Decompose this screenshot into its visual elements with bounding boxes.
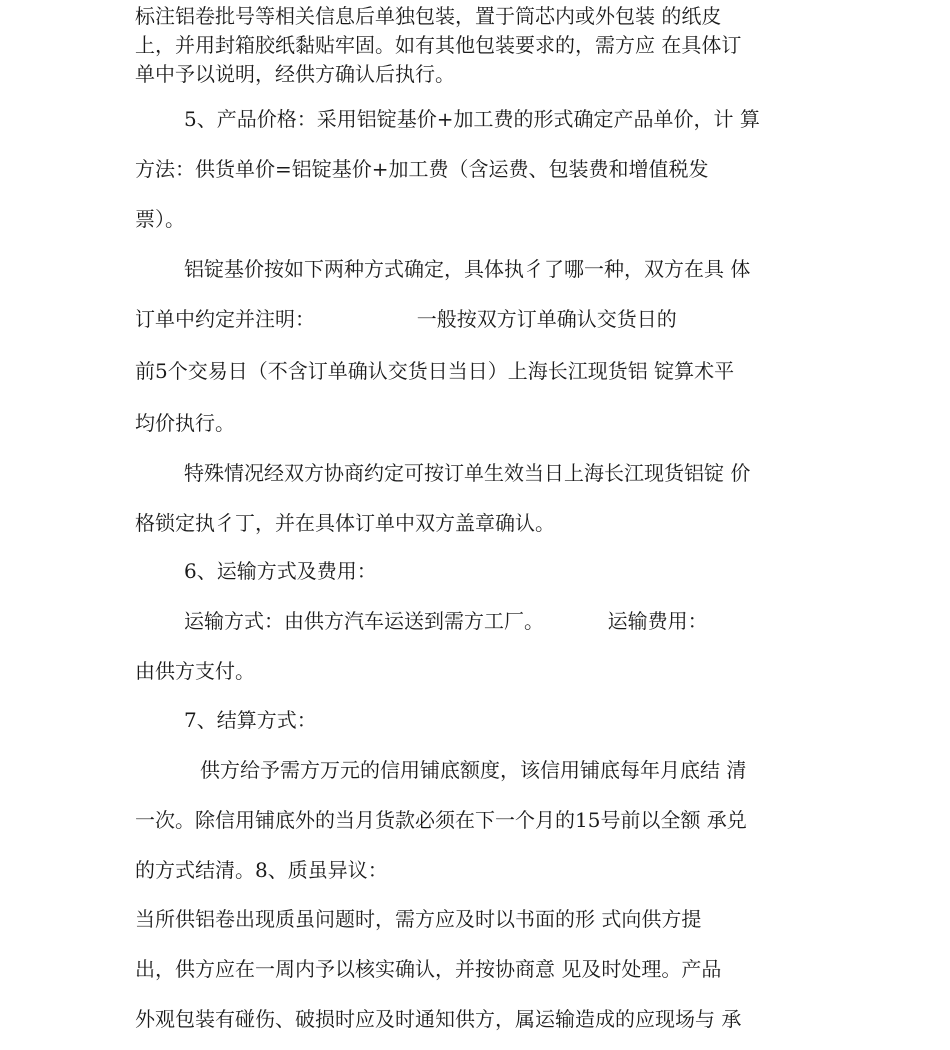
text-line: 格锁定执彳丁，并在具体订单中双方盖章确认。 [135,511,555,535]
paragraph-start: 供方给予需方万元的信用铺底额度，该信用铺底每年月底结 清 [200,758,747,782]
text-line: 的方式结清。8、质虽异议： [135,858,388,882]
text-line: 标注铝卷批号等相关信息后单独包装，置于筒芯内或外包装 的纸皮 [135,4,722,28]
text-line: 前5个交易日（不含订单确认交货日当日）上海长江现货铝 锭算术平 [135,359,735,383]
paragraph-start: 铝锭基价按如下两种方式确定，具体执彳了哪一种，双方在具 体 [184,257,751,281]
paragraph-start: 运输方式：由供方汽车运送到需方工厂。 运输费用： [184,609,708,633]
text-line: 外观包装有碰伤、破损时应及时通知供方，属运输造成的应现场与 承 [135,1007,742,1031]
text-line: 上，并用封箱胶纸黏贴牢固。如有其他包装要求的，需方应 在具体订 [135,33,742,57]
text-line: 一次。除信用铺底外的当月货款必须在下一个月的15号前以全额 承兑 [135,808,747,832]
section-heading: 5、产品价格：采用铝锭基价+加工费的形式确定产品单价，计 算 [184,107,760,131]
text-line: 出，供方应在一周内予以核实确认，并按协商意 见及时处理。产品 [135,957,722,981]
text-line: 订单中约定并注明： 一般按双方订单确认交货日的 [135,307,677,331]
paragraph-start: 特殊情况经双方协商约定可按订单生效当日上海长江现货铝锭 价 [184,461,751,485]
section-heading: 6、运输方式及费用： [184,559,377,583]
text-line: 方法：供货单价=铝锭基价+加工费（含运费、包装费和增值税发 [135,157,709,181]
text-line: 均价执行。 [135,411,235,435]
text-line: 当所供铝卷出现质虽问题时，需方应及时以书面的形 式向供方提 [135,907,702,931]
text-line: 单中予以说明，经供方确认后执行。 [135,62,455,86]
text-line: 由供方支付。 [135,659,255,683]
section-heading: 7、结算方式： [184,708,317,732]
text-line: 票）。 [135,207,185,231]
